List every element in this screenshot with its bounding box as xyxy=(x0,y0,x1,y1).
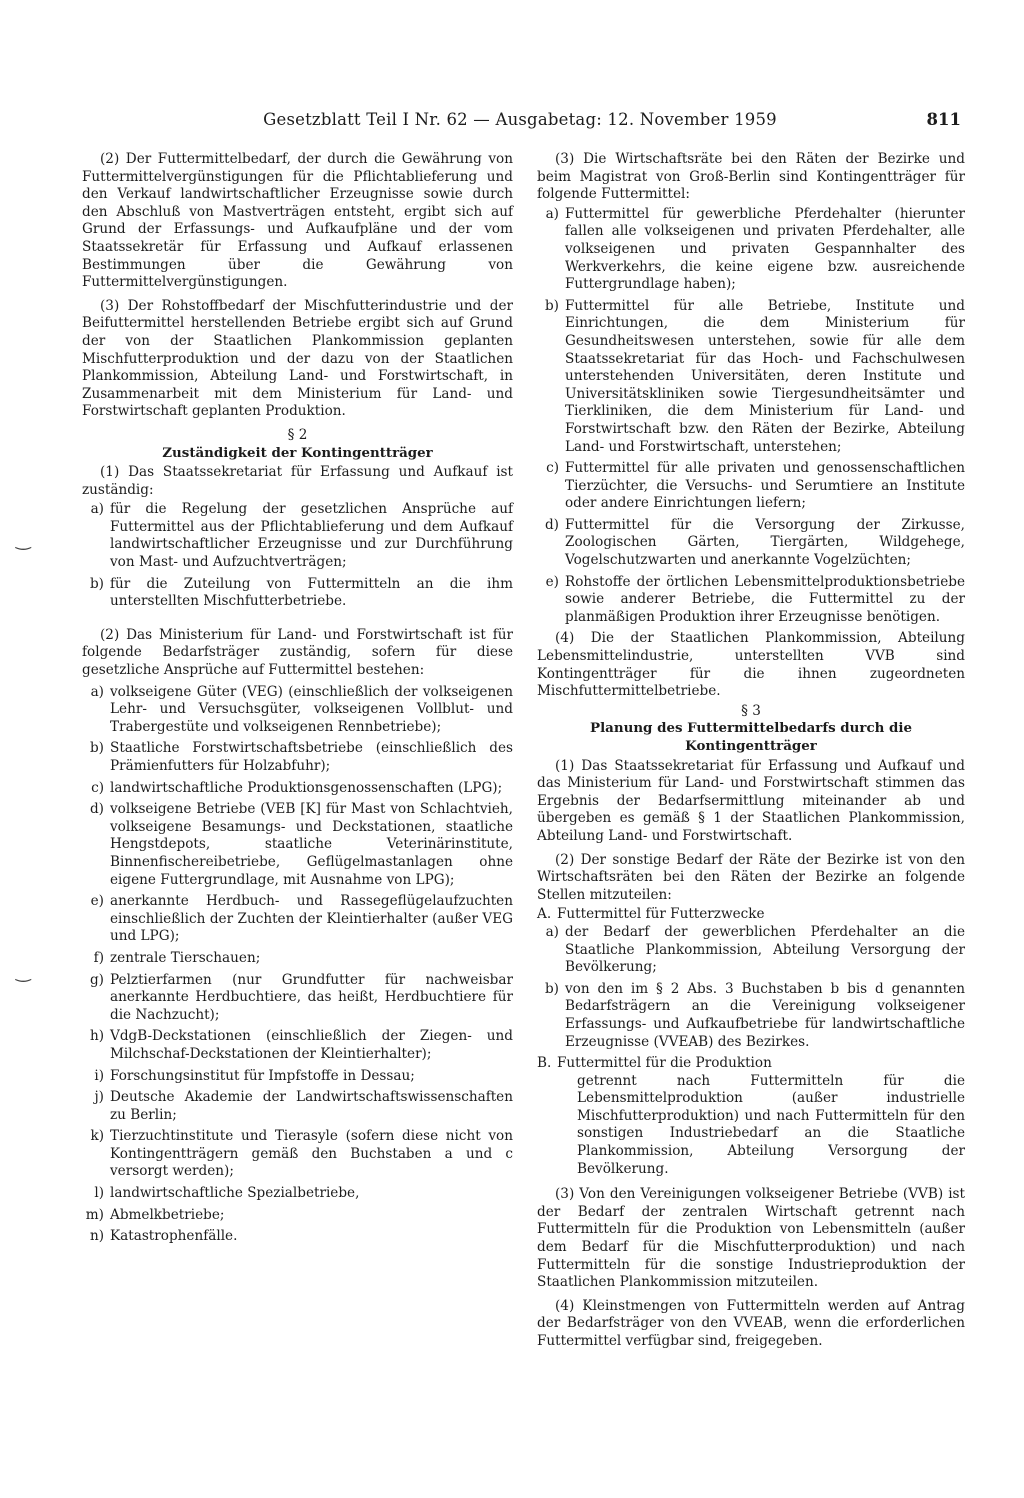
list-label: d) xyxy=(89,801,104,818)
list-label: d) xyxy=(544,516,559,533)
list-label: j) xyxy=(94,1089,104,1106)
list-item xyxy=(82,684,513,737)
list-item xyxy=(82,501,513,571)
subsection-title: Futtermittel für die Produktion xyxy=(557,1055,772,1072)
margin-mark: ‿ xyxy=(16,530,31,551)
subsection-heading xyxy=(537,1055,965,1073)
list-item xyxy=(82,1128,513,1181)
list-text: Futtermittel für alle privaten und genossenschaftlichen Tierzüchter, die Versuchs- und Serumtiere an Institute oder andere Einrichtungen liefern; xyxy=(565,460,965,512)
list-text: Rohstoffe der örtlichen Lebensmittelproduktionsbetriebe sowie anderer Betriebe, die Futtermittel zu der planmäßigen Produktion ihrer Erzeugnisse benötigen. xyxy=(565,573,965,625)
list-label: e) xyxy=(545,573,559,590)
list-item xyxy=(82,893,513,946)
list-item xyxy=(82,1185,513,1203)
list-item xyxy=(82,972,513,1025)
subsection-heading xyxy=(537,906,965,924)
list-item xyxy=(82,1028,513,1063)
left-column xyxy=(82,151,513,1250)
list-item xyxy=(82,1207,513,1225)
list-text: landwirtschaftliche Produktionsgenossenschaften (LPG); xyxy=(110,779,503,796)
list-item xyxy=(537,460,965,513)
list-label: k) xyxy=(90,1128,104,1145)
list-item xyxy=(82,801,513,889)
list-label: g) xyxy=(89,971,104,988)
list-label: a) xyxy=(90,501,104,518)
list-item xyxy=(82,780,513,798)
list-text: Futtermittel für gewerbliche Pferdehalter (hierunter fallen alle volkseigenen und privaten Pferdehalter, alle volkseigenen und privaten Gespannhalter des Werkverkehrs, die keine eigene bzw. ausreichende Futtergrundlage haben); xyxy=(565,205,965,293)
list-label: h) xyxy=(89,1028,104,1045)
list-label: c) xyxy=(546,460,559,477)
list-label: a) xyxy=(545,205,559,222)
paragraph: getrennt nach Futtermitteln für die Lebensmittelproduktion (außer industrielle Mischfutterproduktion) und nach Futtermitteln für den sonstigen Industriebedarf an die Staatliche Plankommission, Abteilung Versorgung der Bevölkerung. xyxy=(577,1072,965,1177)
list-item xyxy=(82,576,513,611)
subsection-label: A. xyxy=(537,906,552,923)
list-label: b) xyxy=(89,740,104,757)
list-item xyxy=(537,574,965,627)
list-text: Pelztierfarmen (nur Grundfutter für nachweisbar anerkannte Herdbuchtiere, das heißt, Herdbuchtiere für die Nachzucht); xyxy=(110,971,513,1023)
list-text: Futtermittel für alle Betriebe, Institute und Einrichtungen, die dem Ministerium für Gesundheitswesen unterstehen, sowie für alle dem Staatssekretariat für das Hoch- und Fachschulwesen unterstehenden Universitäten, deren Institute und Universitätskliniken sowie Tiergesundheitsämter und Tierkliniken, die dem Ministerium für Land- und Forstwirtschaft bzw. den Räten der Bezirke, Abteilung Land- und Forstwirtschaft, unterstehen; xyxy=(565,297,965,455)
list-text: VdgB-Deckstationen (einschließlich der Ziegen- und Milchschaf-Deckstationen der Kleintierhalter); xyxy=(110,1028,513,1062)
list-text: volkseigene Güter (VEG) (einschließlich der volkseigenen Lehr- und Versuchsgüter, volkseigenen Vollblut- und Trabergestüte und volkseigenen Rennbetriebe); xyxy=(110,683,513,735)
right-column xyxy=(537,151,965,1357)
list-label: m) xyxy=(85,1206,104,1223)
list-item xyxy=(537,298,965,456)
paragraph: (2) Der Futtermittelbedarf, der durch die Gewährung von Futtermittelvergünstigungen für die Pflichtablieferung und den Verkauf landwirtschaftlicher Erzeugnisse sowie durch den Abschluß von Mastverträgen entsteht, ergibt sich auf Grund der Erfassungs- und Aufkaufpläne und der vom Staatssekretär für Erfassung und Aufkauf erlassenen Bestimmungen über die Gewährung von Futtermittelvergünstigungen. xyxy=(82,151,513,291)
list-text: volkseigene Betriebe (VEB [K] für Mast von Schlachtvieh, volkseigene Besamungs- und Deckstationen, staatliche Hengstdepots, staatliche Veterinärinstitute, Binnenfischereibetriebe, Geflügelmastanlagen ohne eigene Futtergrundlage, mit Ausnahme von LPG); xyxy=(110,801,513,888)
header-title: Gesetzblatt Teil I Nr. 62 — Ausgabetag: 12. November 1959 xyxy=(263,110,777,129)
section-title: Zuständigkeit der Kontingentträger xyxy=(162,444,433,461)
list-label: b) xyxy=(544,297,559,314)
list-text: für die Regelung der gesetzlichen Ansprüche auf Futtermittel aus der Pflichtablieferung und dem Aufkauf landwirtschaftlicher Erzeugnisse und zur Durchführung von Mast- und Aufzuchtverträgen; xyxy=(110,501,513,571)
list-label: e) xyxy=(90,893,104,910)
section-number: § 2 xyxy=(287,426,308,443)
page-number: 811 xyxy=(926,110,961,129)
paragraph: (4) Kleinstmengen von Futtermitteln werden auf Antrag der Bedarfsträger von den VVEAB, wenn die erforderlichen Futtermittel verfügbar sind, freigegeben. xyxy=(537,1297,965,1349)
list xyxy=(537,924,965,1051)
section-number: § 3 xyxy=(741,702,761,719)
list-label: b) xyxy=(544,980,559,997)
list xyxy=(537,206,965,627)
page-header xyxy=(79,110,961,142)
list-text: der Bedarf der gewerblichen Pferdehalter an die Staatliche Plankommission, Abteilung Versorgung der Bevölkerung; xyxy=(565,923,965,976)
list-item xyxy=(82,740,513,775)
list-item xyxy=(537,981,965,1051)
list-text: Katastrophenfälle. xyxy=(110,1228,238,1245)
list-label: a) xyxy=(90,683,104,700)
list-text: landwirtschaftliche Spezialbetriebe, xyxy=(110,1185,360,1202)
list-item xyxy=(537,924,965,977)
paragraph: (1) Das Staatssekretariat für Erfassung und Aufkauf ist zuständig: xyxy=(82,464,513,498)
paragraph: (2) Der sonstige Bedarf der Räte der Bezirke ist von den Wirtschaftsräten bei den Räten der Bezirke an folgende Stellen mitzuteilen: xyxy=(537,851,965,903)
list-label: l) xyxy=(94,1185,104,1202)
list-text: von den im § 2 Abs. 3 Buchstaben b bis d genannten Bedarfsträgern an die Vereinigung volkseigener Erfassungs- und Aufkaufbetriebe für landwirtschaftliche Erzeugnisse (VVEAB) des Bezirkes. xyxy=(565,980,965,1050)
list-text: Tierzuchtinstitute und Tierasyle (sofern diese nicht von Kontingentträgern gemäß den Buchstaben a und c versorgt werden); xyxy=(110,1128,513,1180)
list xyxy=(82,501,513,611)
subsection-title: Futtermittel für Futterzwecke xyxy=(557,906,765,923)
paragraph: (3) Der Rohstoffbedarf der Mischfutterindustrie und der Beifuttermittel herstellenden Betriebe ergibt sich auf Grund der von der Staatlichen Plankommission geplanten Mischfutterproduktion und der dazu von der Staatlichen Plankommission, Abteilung Land- und Forstwirtschaft, in Zusammenarbeit mit dem Ministerium für Land- und Forstwirtschaft geplanten Produktion. xyxy=(82,297,513,420)
list-item xyxy=(82,1228,513,1246)
list-text: Deutsche Akademie der Landwirtschaftswissenschaften zu Berlin; xyxy=(110,1089,513,1123)
margin-mark: ‿ xyxy=(16,962,31,983)
paragraph: (3) Die Wirtschaftsräte bei den Räten der Bezirke und beim Magistrat von Groß-Berlin sind Kontingentträger für folgende Futtermittel: xyxy=(537,151,965,203)
list xyxy=(82,684,513,1246)
list-text: Forschungsinstitut für Impfstoffe in Dessau; xyxy=(110,1067,415,1084)
list-text: für die Zuteilung von Futtermitteln an die ihm unterstellten Mischfutterbetriebe. xyxy=(110,575,513,610)
list-label: b) xyxy=(89,575,104,592)
list-label: i) xyxy=(94,1067,104,1084)
list-item xyxy=(537,206,965,294)
paragraph: (2) Das Ministerium für Land- und Forstwirtschaft ist für folgende Bedarfsträger zuständig, sofern für diese gesetzliche Ansprüche auf Futtermittel bestehen: xyxy=(82,626,513,679)
list-text: zentrale Tierschauen; xyxy=(110,949,261,966)
list-text: Futtermittel für die Versorgung der Zirkusse, Zoologischen Gärten, Tiergärten, Wildgehege, Vogelschutzwarten und anerkannte Vogelzüchten; xyxy=(565,516,965,569)
paragraph: (3) Von den Vereinigungen volkseigener Betriebe (VVB) ist der Bedarf der zentralen Wirtschaft getrennt nach Futtermitteln für die Produktion von Lebensmitteln (außer dem Bedarf für die Mischfutterproduktion) und nach Futtermitteln für die sonstige Industrieproduktion der Staatlichen Plankommission mitzuteilen. xyxy=(537,1186,965,1291)
paragraph: (4) Die der Staatlichen Plankommission, Abteilung Lebensmittelindustrie, unterstellten VVB sind Kontingentträger für die ihnen zugeordneten Mischfuttermittelbetriebe. xyxy=(537,630,965,700)
subsection-label: B. xyxy=(537,1055,552,1072)
list-text: Staatliche Forstwirtschaftsbetriebe (einschließlich des Prämienfutters für Holzabfuhr); xyxy=(110,740,513,774)
list-item xyxy=(82,950,513,968)
list-label: a) xyxy=(545,923,559,940)
section-title: Planung des Futtermittelbedarfs durch die Kontingentträger xyxy=(590,720,912,754)
list-item xyxy=(82,1068,513,1086)
list-label: c) xyxy=(91,779,104,796)
list-label: f) xyxy=(93,949,104,966)
paragraph: (1) Das Staatssekretariat für Erfassung und Aufkauf und das Ministerium für Land- und Forstwirtschaft stimmen das Ergebnis der Bedarfsermittlung miteinander ab und übergeben es gemäß § 1 der Staatlichen Plankommission, Abteilung Land- und Forstwirtschaft. xyxy=(537,757,965,844)
list-item xyxy=(82,1089,513,1124)
list-text: Abmelkbetriebe; xyxy=(110,1206,225,1223)
list-text: anerkannte Herdbuch- und Rassegeflügelaufzuchten einschließlich der Zuchten der Kleintierhalter (außer VEG und LPG); xyxy=(110,893,513,945)
list-label: n) xyxy=(89,1228,104,1245)
list-item xyxy=(537,517,965,570)
